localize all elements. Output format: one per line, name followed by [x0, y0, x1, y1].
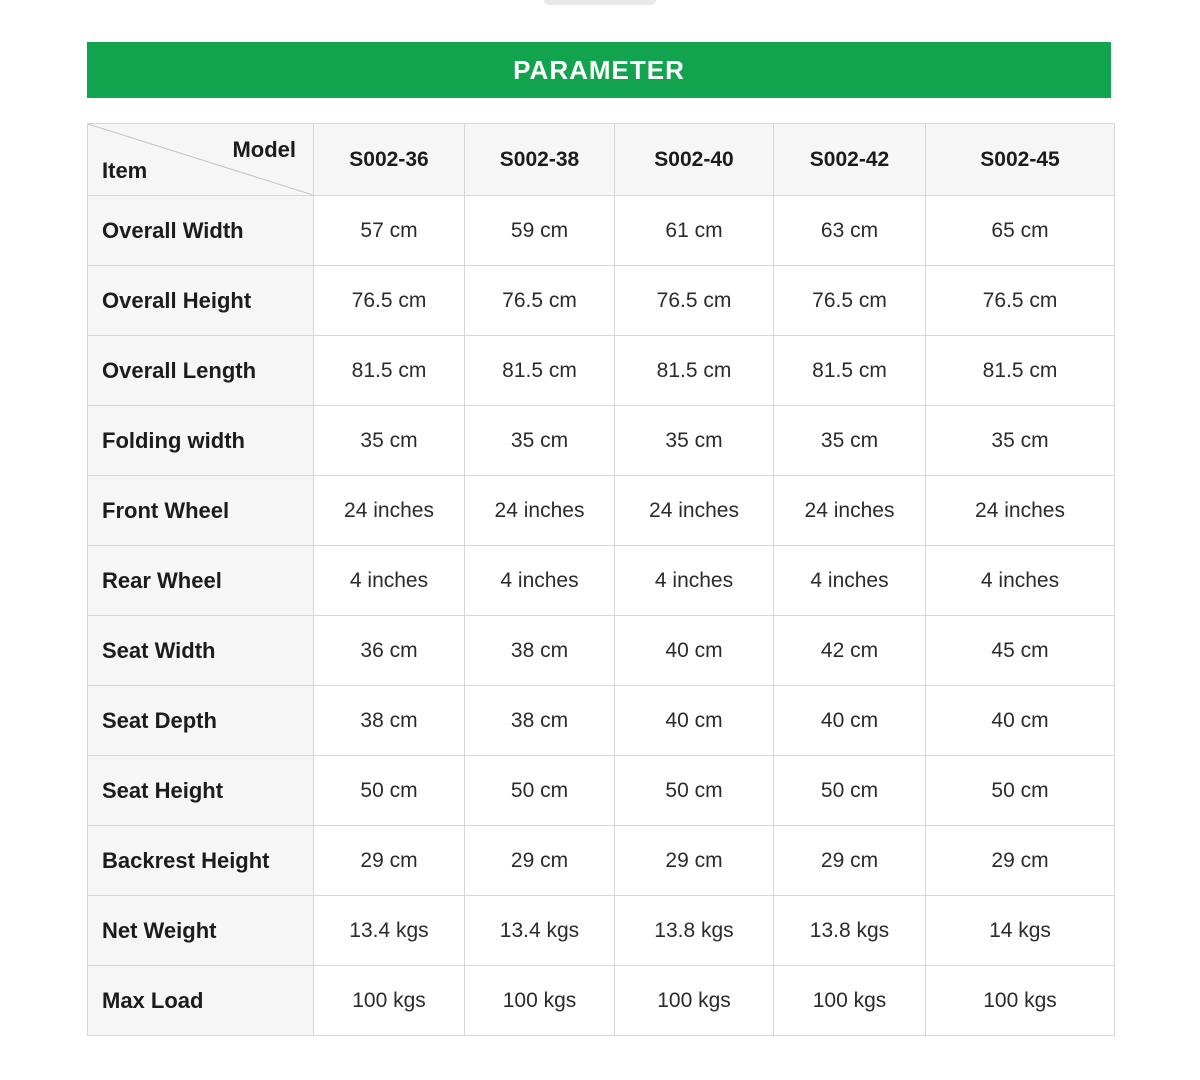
- cell: 50 cm: [314, 756, 465, 826]
- cell: 76.5 cm: [615, 266, 774, 336]
- row-label: Seat Height: [88, 756, 314, 826]
- row-label: Rear Wheel: [88, 546, 314, 616]
- table-row-seat-width: [88, 616, 1115, 686]
- cell: 81.5 cm: [314, 336, 465, 406]
- cell: 35 cm: [314, 406, 465, 476]
- cell: 100 kgs: [774, 966, 926, 1036]
- cell: 29 cm: [774, 826, 926, 896]
- column-header-s002-38: S002-38: [465, 124, 615, 196]
- cell: 100 kgs: [615, 966, 774, 1036]
- cell: 65 cm: [926, 196, 1115, 266]
- cell: 61 cm: [615, 196, 774, 266]
- banner-title: PARAMETER: [513, 54, 685, 85]
- row-label: Folding width: [88, 406, 314, 476]
- cell: 45 cm: [926, 616, 1115, 686]
- cell: 35 cm: [774, 406, 926, 476]
- cell: 29 cm: [615, 826, 774, 896]
- column-header-s002-42: S002-42: [774, 124, 926, 196]
- cell: 29 cm: [314, 826, 465, 896]
- cell: 4 inches: [926, 546, 1115, 616]
- cell: 35 cm: [926, 406, 1115, 476]
- table-row-backrest-height: [88, 826, 1115, 896]
- cell: 40 cm: [615, 686, 774, 756]
- cell: 24 inches: [615, 476, 774, 546]
- row-label: Overall Length: [88, 336, 314, 406]
- cell: 81.5 cm: [774, 336, 926, 406]
- corner-cell: [88, 124, 314, 196]
- cell: 13.8 kgs: [615, 896, 774, 966]
- cell: 40 cm: [774, 686, 926, 756]
- cell: 76.5 cm: [926, 266, 1115, 336]
- cell: 4 inches: [615, 546, 774, 616]
- cell: 50 cm: [465, 756, 615, 826]
- cell: 81.5 cm: [926, 336, 1115, 406]
- cell: 81.5 cm: [615, 336, 774, 406]
- cell: 76.5 cm: [314, 266, 465, 336]
- cell: 4 inches: [465, 546, 615, 616]
- cell: 100 kgs: [465, 966, 615, 1036]
- cell: 100 kgs: [314, 966, 465, 1036]
- cell: 50 cm: [774, 756, 926, 826]
- table-row-net-weight: [88, 896, 1115, 966]
- cell: 50 cm: [926, 756, 1115, 826]
- cell: 35 cm: [615, 406, 774, 476]
- cropped-banner-remnant: [544, 0, 656, 5]
- cell: 13.4 kgs: [465, 896, 615, 966]
- column-header-s002-40: S002-40: [615, 124, 774, 196]
- cell: 24 inches: [774, 476, 926, 546]
- cell: 40 cm: [615, 616, 774, 686]
- cell: 13.8 kgs: [774, 896, 926, 966]
- row-label: Overall Height: [88, 266, 314, 336]
- table-row-folding-width: [88, 406, 1115, 476]
- cell: 59 cm: [465, 196, 615, 266]
- table-row-rear-wheel: [88, 546, 1115, 616]
- cell: 76.5 cm: [774, 266, 926, 336]
- row-label: Max Load: [88, 966, 314, 1036]
- cell: 76.5 cm: [465, 266, 615, 336]
- cell: 24 inches: [926, 476, 1115, 546]
- cell: 35 cm: [465, 406, 615, 476]
- table-row-seat-depth: [88, 686, 1115, 756]
- parameter-banner: [87, 42, 1111, 98]
- cell: 29 cm: [926, 826, 1115, 896]
- cell: 100 kgs: [926, 966, 1115, 1036]
- parameter-table: [87, 123, 1115, 1036]
- cell: 57 cm: [314, 196, 465, 266]
- cell: 50 cm: [615, 756, 774, 826]
- table-header-row: [88, 124, 1115, 196]
- cell: 63 cm: [774, 196, 926, 266]
- table-row-front-wheel: [88, 476, 1115, 546]
- cell: 38 cm: [465, 686, 615, 756]
- cell: 38 cm: [314, 686, 465, 756]
- row-label: Net Weight: [88, 896, 314, 966]
- cell: 29 cm: [465, 826, 615, 896]
- table-row-max-load: [88, 966, 1115, 1036]
- cell: 4 inches: [314, 546, 465, 616]
- row-label: Seat Depth: [88, 686, 314, 756]
- cell: 81.5 cm: [465, 336, 615, 406]
- corner-model-label: Model: [232, 137, 296, 162]
- table-row-seat-height: [88, 756, 1115, 826]
- table-row-overall-height: [88, 266, 1115, 336]
- cell: 36 cm: [314, 616, 465, 686]
- row-label: Backrest Height: [88, 826, 314, 896]
- cell: 14 kgs: [926, 896, 1115, 966]
- cell: 38 cm: [465, 616, 615, 686]
- cell: 40 cm: [926, 686, 1115, 756]
- corner-item-label: Item: [102, 158, 148, 183]
- column-header-s002-45: S002-45: [926, 124, 1115, 196]
- row-label: Overall Width: [88, 196, 314, 266]
- table-row-overall-length: [88, 336, 1115, 406]
- cell: 24 inches: [314, 476, 465, 546]
- row-label: Seat Width: [88, 616, 314, 686]
- cell: 24 inches: [465, 476, 615, 546]
- table-row-overall-width: [88, 196, 1115, 266]
- row-label: Front Wheel: [88, 476, 314, 546]
- cell: 4 inches: [774, 546, 926, 616]
- column-header-s002-36: S002-36: [314, 124, 465, 196]
- cell: 42 cm: [774, 616, 926, 686]
- cell: 13.4 kgs: [314, 896, 465, 966]
